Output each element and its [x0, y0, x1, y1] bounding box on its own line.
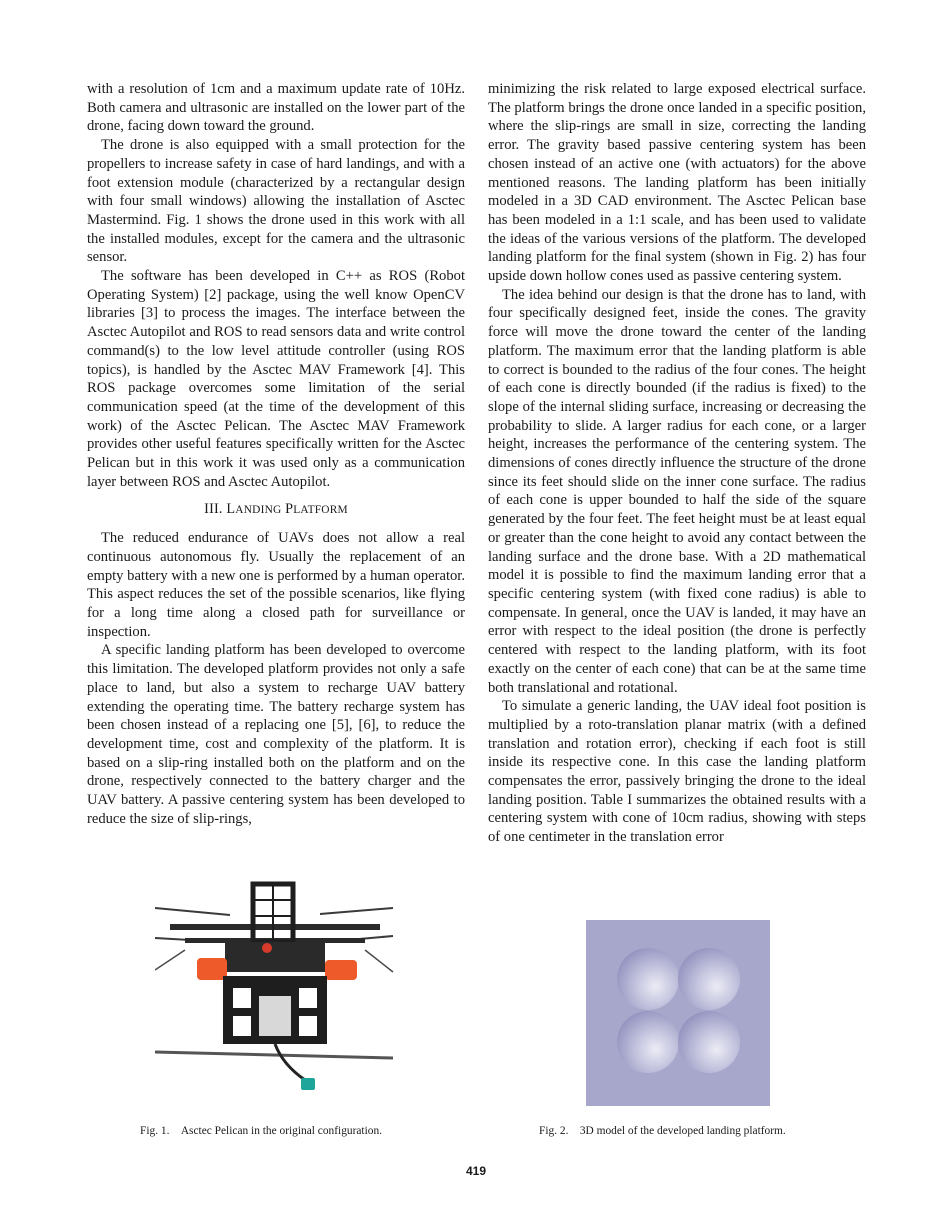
paragraph: with a resolution of 1cm and a maximum update rate of 10Hz. Both camera and ultrasonic are installed on the lower part of the drone, facing down toward the ground.	[87, 81, 465, 135]
paragraph: The drone is also equipped with a small protection for the propellers to increase safety in case of hard landings, and with a foot extension module (characterized by a rectangular design with four small windows) allowing the installation of Asctec Mastermind. Fig. 1 shows the drone used in this work with all the installed modules, except for the camera and the ultrasonic sensor.	[87, 137, 465, 266]
page-number: 419	[465, 1164, 487, 1178]
section-heading	[87, 500, 465, 520]
section-title: LANDING PLATFORM	[226, 501, 348, 518]
propeller-blade	[320, 908, 393, 914]
cable	[275, 1044, 305, 1080]
figure-1-drone-image	[155, 880, 395, 1100]
paragraph: A specific landing platform has been developed to overcome this limitation. The developed platform provides not only a safe place to land, but also a system to recharge UAV battery extending the operating time. The battery recharge system has been chosen instead of a replacing one [5], [6], to reduce the development time, cost and complexity of the platform. It is based on a slip-ring installed both on the platform and on the drone, respectively connected to the battery charger and the UAV battery. A passive centering system has been developed to reduce the size of slip-rings,	[87, 642, 465, 827]
right-column	[488, 80, 866, 847]
drone-arm	[170, 924, 380, 930]
platform-base	[586, 920, 770, 1106]
landing-platform-illustration	[586, 920, 770, 1106]
paragraph: The idea behind our design is that the drone has to land, with four specifically designed feet, inside the cones. The gravity force will move the drone toward the center of the landing platform. The maximum error that the landing platform is able to correct is bounded to the radius of the four cones. The height of each cone is directly bounded (if the radius is fixed) to the slope of the internal sliding surface, increasing or decreasing the probability to slide. A larger radius for each cone, or a larger height, increases the performance of the centering system. The dimensions of cones directly influence the structure of the drone since its feet should slide on the inner cone surface. The radius of each cone is upper bounded to half the side of the square generated by the four feet. The feet height must be at least equal or greater than the cone height to avoid any contact between the landing surface and the drone base. With a 2D mathematical model it is possible to find the maximum landing error that a specific centering system (with fixed cone radius) is able to compensate. In general, once the UAV is landed, it may have an error with respect to the ideal position (the drone is perfectly centered with respect to the landing platform, with its foot exactly on the center of each cone) that can be at the same time both translational and rotational.	[488, 286, 866, 696]
ground-bar	[155, 1052, 393, 1058]
figure-1-caption: Fig. 1. Asctec Pelican in the original configuration.	[140, 1125, 382, 1137]
paragraph: The software has been developed in C++ as ROS (Robot Operating System) [2] package, using the well know OpenCV libraries [3] to process the images. The interface between the Asctec Autopilot and ROS to read sensors data and write control command(s) to the low level attitude controller (using ROS topics), is handled by the Asctec MAV Framework [4]. This ROS package overcomes some limitation of the serial communication speed (at the time of the development of this work) of the Asctec Pelican. The Asctec MAV Framework provides other useful features specifically written for the Asctec Pelican but in this work it was used only as a communication layer between ROS and Asctec Autopilot.	[87, 268, 465, 490]
propeller-guard	[155, 950, 185, 970]
drone-orange-module	[197, 958, 227, 980]
paragraph: The reduced endurance of UAVs does not allow a real continuous autonomous fly. Usually the replacement of an empty battery with a new one is performed by a human operator. This aspect reduces the set of the possible scenarios, like flying for a long time along a closed path for surveillance or inspection.	[87, 530, 465, 640]
section-number: III.	[204, 501, 223, 518]
centering-cone	[678, 948, 740, 1010]
left-column	[87, 80, 465, 828]
drone-orange-module	[325, 960, 357, 980]
figure-2-landing-platform	[586, 920, 770, 1106]
drone-body	[225, 942, 325, 972]
propeller-blade	[155, 908, 230, 915]
centering-cone	[678, 1011, 740, 1073]
centering-cone	[617, 1011, 679, 1073]
battery	[259, 996, 291, 1036]
drone-illustration	[155, 880, 395, 1100]
paragraph: minimizing the risk related to large exposed electrical surface. The platform brings the drone once landed in a specific position, where the slip-rings are small in size, correcting the landing error. The gravity based passive centering system has been chosen instead of an active one (with actuators) for the above mentioned reasons. The landing platform has been initially modeled in a 3D CAD environment. The Asctec Pelican base has been modeled in a 1:1 scale, and has been used to validate the ideas of the various versions of the platform. The developed landing platform for the final system (shown in Fig. 2) has four upside down hollow cones used as passive centering system.	[488, 81, 866, 285]
centering-cone	[617, 948, 679, 1010]
propeller-guard	[365, 950, 393, 972]
connector	[301, 1078, 315, 1090]
figure-2-caption: Fig. 2. 3D model of the developed landing platform.	[539, 1125, 786, 1137]
paragraph: To simulate a generic landing, the UAV ideal foot position is multiplied by a roto-translation planar matrix (with a defined translation and rotation error), checking if each foot is still inside its respective cone. In this case the landing platform compensates the error, passively bringing the drone to the ideal landing position. Table I summarizes the obtained results with a centering system with cone of 10cm radius, showing with steps of one centimeter in the translation error	[488, 698, 866, 846]
